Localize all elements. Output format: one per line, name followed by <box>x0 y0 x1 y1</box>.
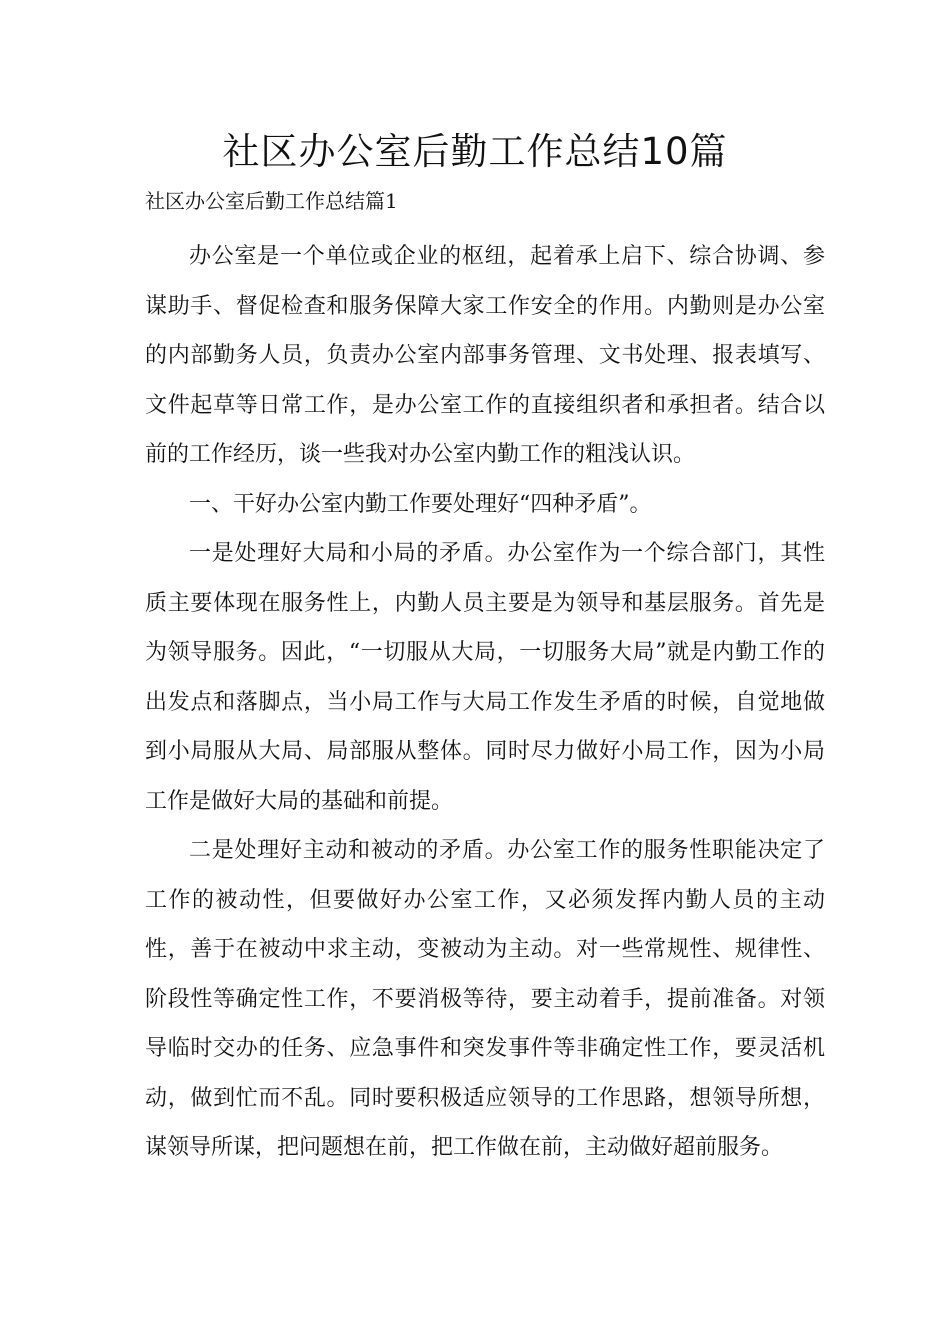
paragraph-section-heading: 一、干好办公室内勤工作要处理好“四种矛盾”。 <box>189 491 652 517</box>
paragraph-point-two: 二是处理好主动和被动的矛盾。办公室工作的服务性职能决定了工作的被动性，但要做好办公室工作，又必须发挥内勤人员的主动性，善于在被动中求主动，变被动为主动。对一些常规性、规律性、阶段性等确定性工作，不要消极等待，要主动着手，提前准备。对领导临时交办的任务、应急事件和突发事件等非确定性工作，要灵活机动，做到忙而不乱。同时要积极适应领导的工作思路，想领导所想，谋领导所谋，把问题想在前，把工作做在前，主动做好超前服务。 <box>145 838 825 1160</box>
paragraph-point-one: 一是处理好大局和小局的矛盾。办公室作为一个综合部门，其性质主要体现在服务性上，内勤人员主要是为领导和基层服务。首先是为领导服务。因此，“一切服从大局，一切服务大局”就是内勤工作的出发点和落脚点，当小局工作与大局工作发生矛盾的时候，自觉地做到小局服从大局、局部服从整体。同时尽力做好小局工作，因为小局工作是做好大局的基础和前提。 <box>145 541 825 814</box>
document-subtitle: 社区办公室后勤工作总结篇1 <box>145 189 398 213</box>
document-title: 社区办公室后勤工作总结10篇 <box>222 130 728 173</box>
document-body <box>145 232 825 1173</box>
paragraph-intro: 办公室是一个单位或企业的枢纽，起着承上启下、综合协调、参谋助手、督促检查和服务保障大家工作安全的作用。内勤则是办公室的内部勤务人员，负责办公室内部事务管理、文书处理、报表填写、文件起草等日常工作，是办公室工作的直接组织者和承担者。结合以前的工作经历，谈一些我对办公室内勤工作的粗浅认识。 <box>145 244 825 467</box>
